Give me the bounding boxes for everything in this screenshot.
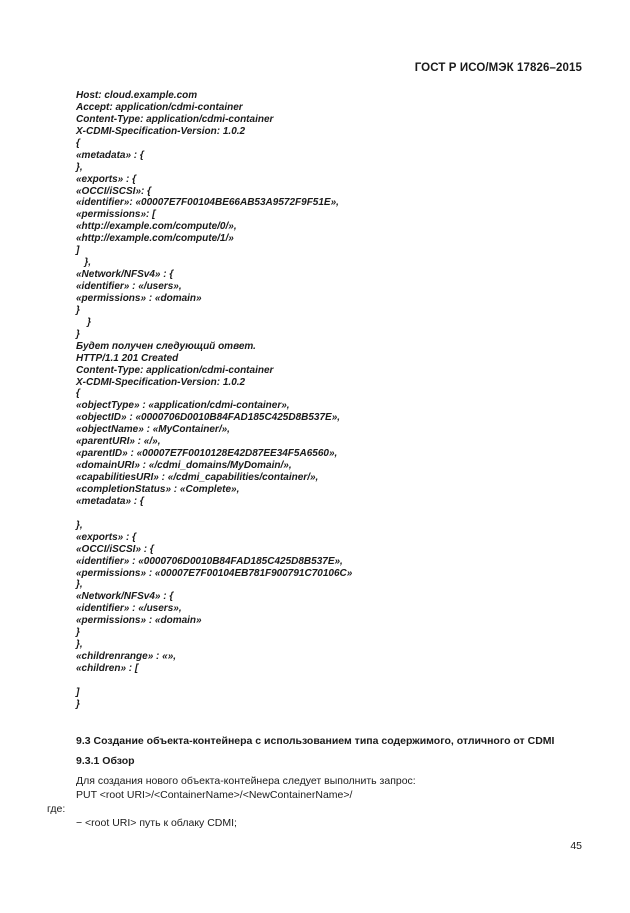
- code-listing: [76, 90, 596, 711]
- code-line: [76, 508, 596, 520]
- code-line: «http://example.com/compute/1/»: [76, 233, 234, 245]
- code-line: «exports» : {: [76, 173, 137, 185]
- code-line: «objectType» : «application/cdmi-container»,: [76, 400, 290, 412]
- code-line: «exports» : {: [76, 531, 137, 543]
- code-line: Content-Type: application/cdmi-container: [76, 364, 274, 376]
- code-line: «identifier»: «00007E7F00104BE66AB53A9572F9F51E»,: [76, 197, 339, 209]
- code-line: X-CDMI-Specification-Version: 1.0.2: [76, 125, 246, 137]
- code-line: }: [76, 698, 80, 710]
- code-line: Host: cloud.example.com: [76, 90, 198, 101]
- code-line: «permissions» : «domain»: [76, 292, 202, 304]
- code-line: }: [76, 328, 80, 340]
- code-line: {: [76, 137, 80, 149]
- code-line: «permissions» : «domain»: [76, 615, 202, 627]
- section-heading-9-3-1: 9.3.1 Обзор: [76, 755, 135, 767]
- code-line: «completionStatus» : «Complete»,: [76, 483, 240, 495]
- code-line: «objectID» : «0000706D0010B84FAD185C425D8B537E»,: [76, 412, 341, 424]
- code-line: }: [76, 627, 80, 639]
- where-label: где:: [47, 803, 66, 815]
- document-header: ГОСТ Р ИСО/МЭК 17826–2015: [414, 62, 582, 74]
- intro-paragraph: Для создания нового объекта-контейнера следует выполнить запрос:: [76, 775, 416, 787]
- code-line: «permissions» : «00007E7F00104EB781F900791C70106C»: [76, 567, 353, 579]
- code-line: },: [76, 161, 83, 173]
- code-line: «children» : [: [76, 663, 139, 674]
- code-line: {: [76, 388, 80, 400]
- code-line: },: [76, 579, 83, 591]
- code-line: ]: [76, 245, 80, 257]
- request-line: PUT <root URI>/<ContainerName>/<NewContainerName>/: [76, 789, 353, 801]
- code-line: «metadata» : {: [76, 495, 144, 507]
- code-line: «OCCI/iSCSI» : {: [76, 543, 154, 555]
- code-line: ]: [76, 686, 80, 698]
- code-line: },: [76, 257, 92, 269]
- code-line: },: [76, 639, 83, 651]
- page-number: 45: [570, 840, 582, 852]
- code-line: «identifier» : «/users»,: [76, 281, 182, 292]
- code-line: «http://example.com/compute/0/»,: [76, 221, 237, 233]
- code-line: [76, 675, 596, 687]
- code-line: Будет получен следующий ответ.: [76, 340, 256, 352]
- code-line: «metadata» : {: [76, 149, 144, 161]
- code-line: «capabilitiesURI» : «/cdmi_capabilities/container/»,: [76, 472, 319, 483]
- code-line: «permissions»: [: [76, 209, 156, 221]
- code-line: }: [76, 316, 92, 328]
- code-line: «identifier» : «0000706D0010B84FAD185C425D8B537E»,: [76, 555, 343, 567]
- code-line: «Network/NFSv4» : {: [76, 269, 174, 281]
- list-item-root-uri: − <root URI> путь к облаку CDMI;: [76, 817, 237, 829]
- code-line: },: [76, 519, 83, 531]
- code-line: «childrenrange» : «»,: [76, 651, 177, 663]
- code-line: HTTP/1.1 201 Created: [76, 352, 179, 364]
- code-line: «objectName» : «MyContainer/»,: [76, 424, 230, 436]
- code-line: «domainURI» : «/cdmi_domains/MyDomain/»,: [76, 460, 292, 472]
- code-line: «parentID» : «00007E7F0010128E42D87EE34F5A6560»,: [76, 448, 338, 460]
- code-line: «Network/NFSv4» : {: [76, 591, 174, 603]
- code-line: «identifier» : «/users»,: [76, 603, 182, 615]
- code-line: Accept: application/cdmi-container: [76, 101, 243, 113]
- code-line: «OCCI/iSCSI»: {: [76, 185, 152, 197]
- code-line: «parentURI» : «/»,: [76, 436, 161, 448]
- code-line: }: [76, 304, 80, 316]
- section-heading-9-3: 9.3 Создание объекта-контейнера с использованием типа содержимого, отличного от CDMI: [76, 735, 555, 747]
- code-line: Content-Type: application/cdmi-container: [76, 113, 274, 125]
- code-line: X-CDMI-Specification-Version: 1.0.2: [76, 376, 246, 388]
